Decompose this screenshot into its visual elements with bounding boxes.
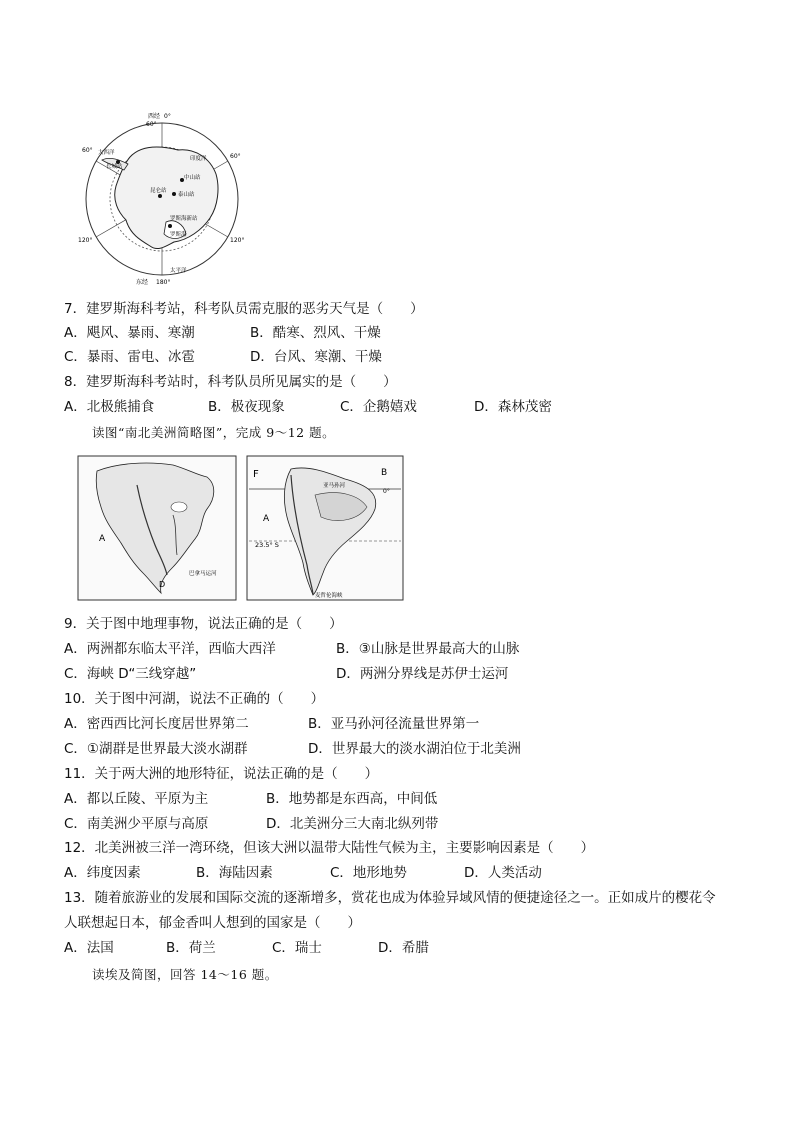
new-station-dot	[168, 224, 172, 228]
right-label-a: A	[263, 514, 270, 524]
q9-option-b: B．③山脉是世界最高大的山脉	[336, 641, 520, 657]
q8-option-b: B．极夜现象	[208, 399, 285, 415]
q11-option-c: C．南美洲少平原与高原	[64, 816, 209, 832]
q7-option-d: D．台风、寒潮、干燥	[250, 349, 382, 365]
label-120-right: 120°	[230, 237, 245, 244]
label-zhongshan: 中山站	[184, 175, 201, 181]
right-label-strait: 麦哲伦海峡	[315, 593, 343, 599]
label-pacific: 太平洋	[170, 268, 187, 274]
right-label-tropic: 23.5° S	[255, 541, 279, 549]
intro-9-12: 读图“南北美洲简略图”，完成 9～12 题。	[92, 425, 336, 440]
q12-option-c: C．地形地势	[330, 865, 407, 881]
q12-option-b: B．海陆因素	[196, 865, 273, 881]
q10-option-b: B．亚马孙河径流量世界第一	[308, 716, 480, 732]
label-sixty-left: 60°	[82, 147, 93, 154]
q9-option-c: C．海峡 D“三线穿越”	[64, 666, 197, 682]
q9-option-a: A．两洲都东临太平洋，西临大西洋	[64, 641, 276, 657]
label-east: 东经	[136, 279, 149, 286]
q8-option-a: A．北极熊捕食	[64, 399, 155, 415]
q9-option-d: D．两洲分界线是苏伊士运河	[336, 666, 509, 682]
q7-stem: 7．建罗斯海科考站，科考队员需克服的恶劣天气是（ ）	[64, 301, 424, 317]
q12-stem: 12．北美洲被三洋一湾环绕，但该大洲以温带大陆性气候为主，主要影响因素是（ ）	[64, 840, 595, 856]
q13-option-c: C．瑞士	[272, 940, 322, 956]
label-zero: 0°	[164, 113, 171, 120]
right-label-f: F	[253, 469, 259, 480]
label-sixty-right: 60°	[230, 153, 241, 160]
label-kunlun: 昆仑站	[150, 188, 167, 194]
q11-option-b: B．地势都是东西高，中间低	[266, 791, 438, 807]
label-changcheng: 长城站	[106, 164, 123, 170]
americas-maps	[77, 455, 405, 603]
right-label-zero: 0°	[383, 488, 390, 495]
antarctica-map	[70, 102, 255, 287]
intro-14-16: 读埃及简图，回答 14～16 题。	[92, 967, 278, 982]
left-label-d: D	[159, 580, 166, 589]
q9-stem: 9．关于图中地理事物，说法正确的是（ ）	[64, 616, 343, 632]
left-label-canal: 巴拿马运河	[189, 571, 217, 577]
q10-option-d: D．世界最大的淡水湖泊位于北美洲	[308, 741, 521, 757]
label-ross-sea: 罗斯海	[170, 232, 187, 238]
label-ocean: 大西洋	[98, 150, 115, 156]
americas-maps-svg	[77, 455, 405, 603]
q7-option-c: C．暴雨、雷电、冰雹	[64, 349, 195, 365]
q10-stem: 10．关于图中河湖，说法不正确的（ ）	[64, 691, 325, 707]
q10-option-a: A．密西西比河长度居世界第二	[64, 716, 249, 732]
label-sixty-top: 60°	[146, 121, 157, 128]
q7-option-a: A．飓风、暴雨、寒潮	[64, 325, 195, 341]
q12-option-d: D．人类活动	[464, 865, 542, 881]
great-lakes-shape	[171, 502, 187, 512]
q8-stem: 8．建罗斯海科考站时，科考队员所见属实的是（ ）	[64, 374, 397, 390]
label-taishan: 泰山站	[178, 192, 195, 198]
q13-stem-line2: 人联想起日本，郁金香叫人想到的国家是（ ）	[64, 915, 361, 931]
q12-option-a: A．纬度因素	[64, 865, 141, 881]
q8-option-d: D．森林茂密	[474, 399, 552, 415]
q13-option-d: D．希腊	[378, 940, 429, 956]
taishan-dot	[172, 192, 176, 196]
antarctica-map-svg	[70, 102, 255, 287]
label-indian: 印度洋	[190, 156, 207, 162]
label-west: 西经	[148, 113, 161, 120]
label-new-station: 罗斯海新站	[170, 216, 198, 222]
right-label-river: 亚马孙河	[323, 483, 346, 489]
q10-option-c: C．①湖群是世界最大淡水湖群	[64, 741, 248, 757]
q13-stem-line1: 13．随着旅游业的发展和国际交流的逐渐增多，赏花也成为体验异域风情的便捷途径之一。正如成片的樱花令	[64, 890, 716, 906]
q7-option-b: B．酷寒、烈风、干燥	[250, 325, 381, 341]
label-120-left: 120°	[78, 237, 93, 244]
left-label-a: A	[99, 534, 106, 544]
q11-option-d: D．北美洲分三大南北纵列带	[266, 816, 439, 832]
q8-option-c: C．企鹅嬉戏	[340, 399, 417, 415]
q13-option-a: A．法国	[64, 940, 114, 956]
label-180: 180°	[156, 279, 171, 286]
q11-option-a: A．都以丘陵、平原为主	[64, 791, 209, 807]
kunlun-dot	[158, 194, 162, 198]
right-label-b: B	[381, 468, 388, 478]
q13-option-b: B．荷兰	[166, 940, 216, 956]
q11-stem: 11．关于两大洲的地形特征，说法正确的是（ ）	[64, 766, 379, 782]
